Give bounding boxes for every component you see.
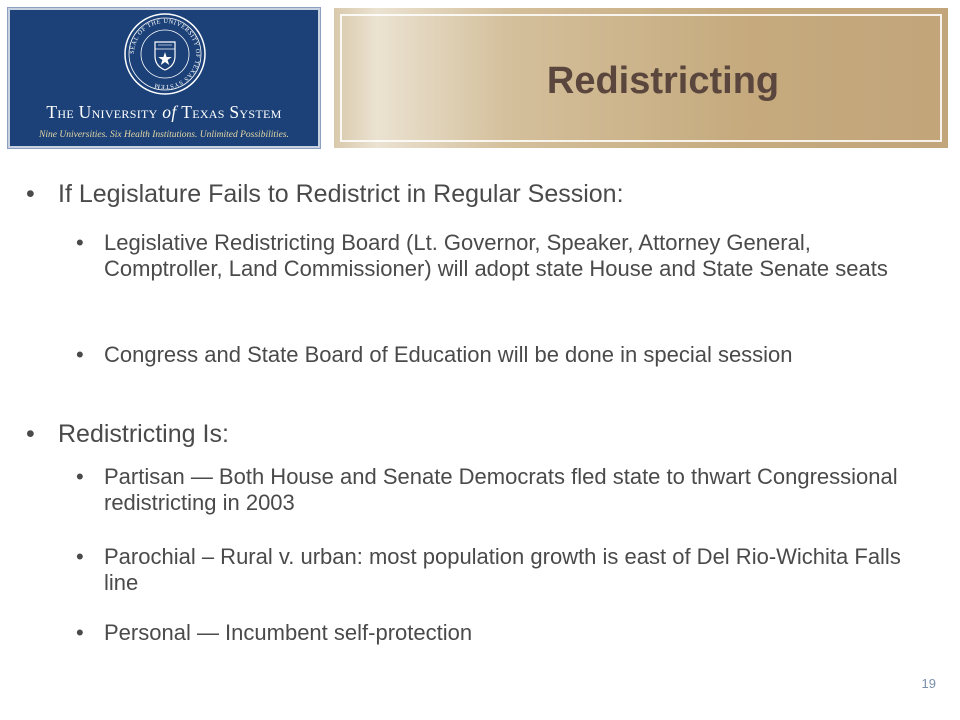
slide-title: Redistricting [546, 60, 780, 102]
logo-wordmark: The University of Texas System [46, 102, 282, 122]
bullet-dot-icon: • [26, 420, 35, 448]
bullet-text: If Legislature Fails to Redistrict in Regular Session: [58, 180, 624, 208]
page-number: 19 [921, 676, 936, 691]
bullet-dot-icon: • [76, 620, 84, 645]
sub-bullet-text: Congress and State Board of Education will be done in special session [104, 342, 793, 367]
bullet-dot-icon: • [76, 342, 84, 367]
sub-bullet-text: Personal — Incumbent self-protection [104, 620, 473, 645]
bullet-text: Redistricting Is: [58, 420, 229, 448]
sub-bullet-text: Legislative Redistricting Board (Lt. Governor, Speaker, Attorney General, Comptroller, Land Commissioner) will adopt state House and State Senate seats [104, 230, 888, 281]
bullet-dot-icon: • [76, 544, 84, 569]
sub-bullet-text: Parochial – Rural v. urban: most population growth is east of Del Rio-Wichita Falls line [104, 544, 901, 595]
bullet-dot-icon: • [26, 180, 35, 208]
sub-bullet-text: Partisan — Both House and Senate Democrats fled state to thwart Congressional redistricting in 2003 [104, 464, 898, 515]
logo-tagline: Nine Universities. Six Health Institutions. Unlimited Possibilities. [39, 130, 289, 140]
svg-text:SEAL OF THE UNIVERSITY OF TEXA: SEAL OF THE UNIVERSITY OF TEXAS SYSTEM [128, 17, 202, 91]
bullet-dot-icon: • [76, 230, 84, 255]
bullet-dot-icon: • [76, 464, 84, 489]
